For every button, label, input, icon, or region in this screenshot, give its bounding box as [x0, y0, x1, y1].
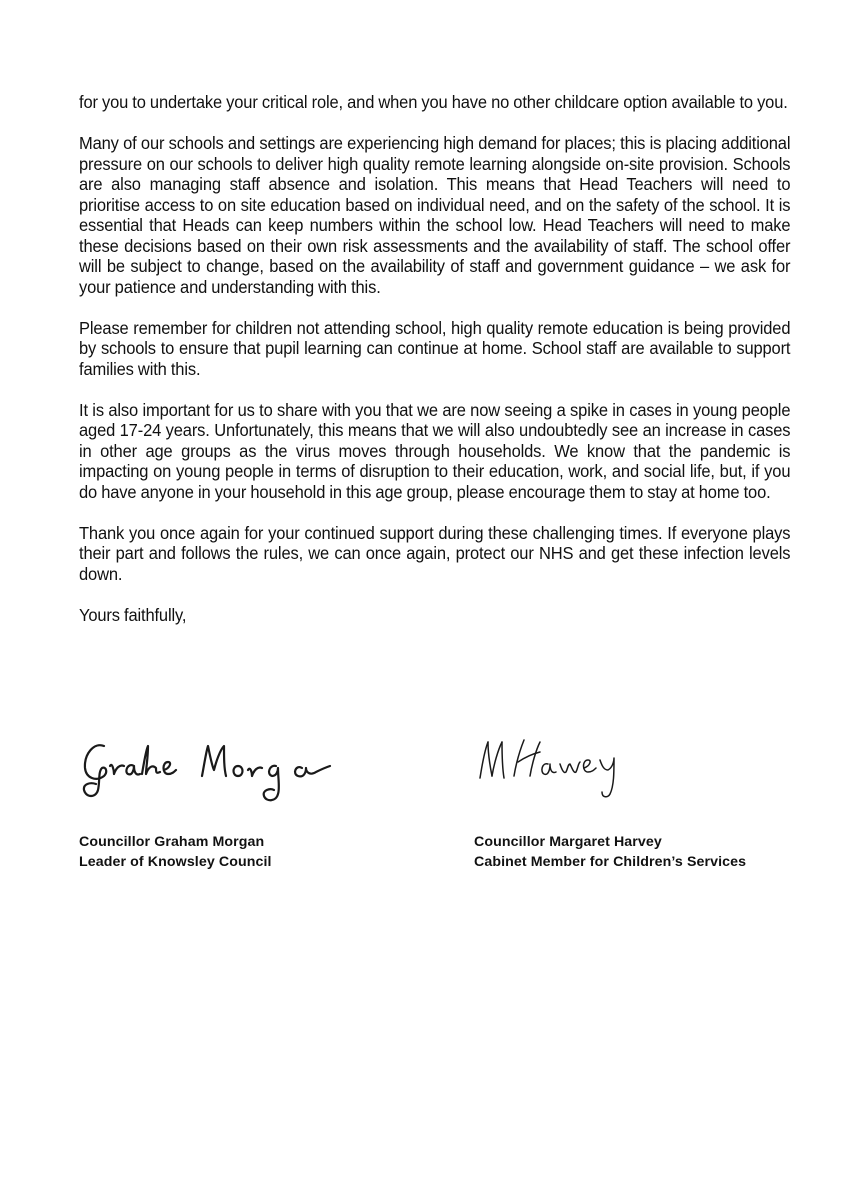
paragraph-childcare: for you to undertake your critical role, and when you have no other childcare option available to you.: [79, 92, 788, 112]
paragraph-school-demand: Many of our schools and settings are experiencing high demand for places; this is placing additional pressure on our schools to deliver high quality remote learning alongside on-site provision. Schools are also managing staff absence and isolation. This means that Head Teachers will need to prioritise access to on site education based on individual need, and on the safety of the school. It is essential that Heads can keep numbers within the school low. Head Teachers will need to make these decisions based on their own risk assessments and the availability of staff. The school offer will be subject to change, based on the availability of staff and government guidance – we ask for your patience and understanding with this.: [79, 133, 791, 297]
signature-margaret-harvey-image: [474, 732, 674, 816]
signatory-role: Cabinet Member for Children’s Services: [474, 854, 747, 870]
paragraph-remote-education: Please remember for children not attending school, high quality remote education is being provided by schools to ensure that pupil learning can continue at home. School staff are available to support families with this.: [79, 317, 791, 379]
paragraph-thank-you: Thank you once again for your continued support during these challenging times. If everyone plays their part and follows the rules, we can once again, protect our NHS and get these infection levels down.: [79, 522, 791, 584]
closing-salutation: Yours faithfully,: [79, 604, 187, 625]
letter-body: [79, 92, 791, 646]
signatory-name: Councillor Graham Morgan: [79, 834, 265, 850]
signatory-name: Councillor Margaret Harvey: [474, 834, 662, 850]
signatory-graham-morgan: [79, 832, 272, 872]
signatory-margaret-harvey: [474, 832, 746, 872]
signature-margaret-harvey: [474, 732, 794, 816]
signatory-role: Leader of Knowsley Council: [79, 854, 272, 870]
paragraph-young-people: It is also important for us to share with you that we are now seeing a spike in cases in young people aged 17-24 years. Unfortunately, this means that we will also undoubtedly see an increase in cases in other age groups as the virus moves through households. We know that the pandemic is impacting on young people in terms of disruption to their education, work, and social life, but, if you do have anyone in your household in this age group, please encourage them to stay at home too.: [79, 399, 791, 502]
signature-graham-morgan: [76, 732, 336, 816]
signature-graham-morgan-image: [76, 732, 336, 816]
